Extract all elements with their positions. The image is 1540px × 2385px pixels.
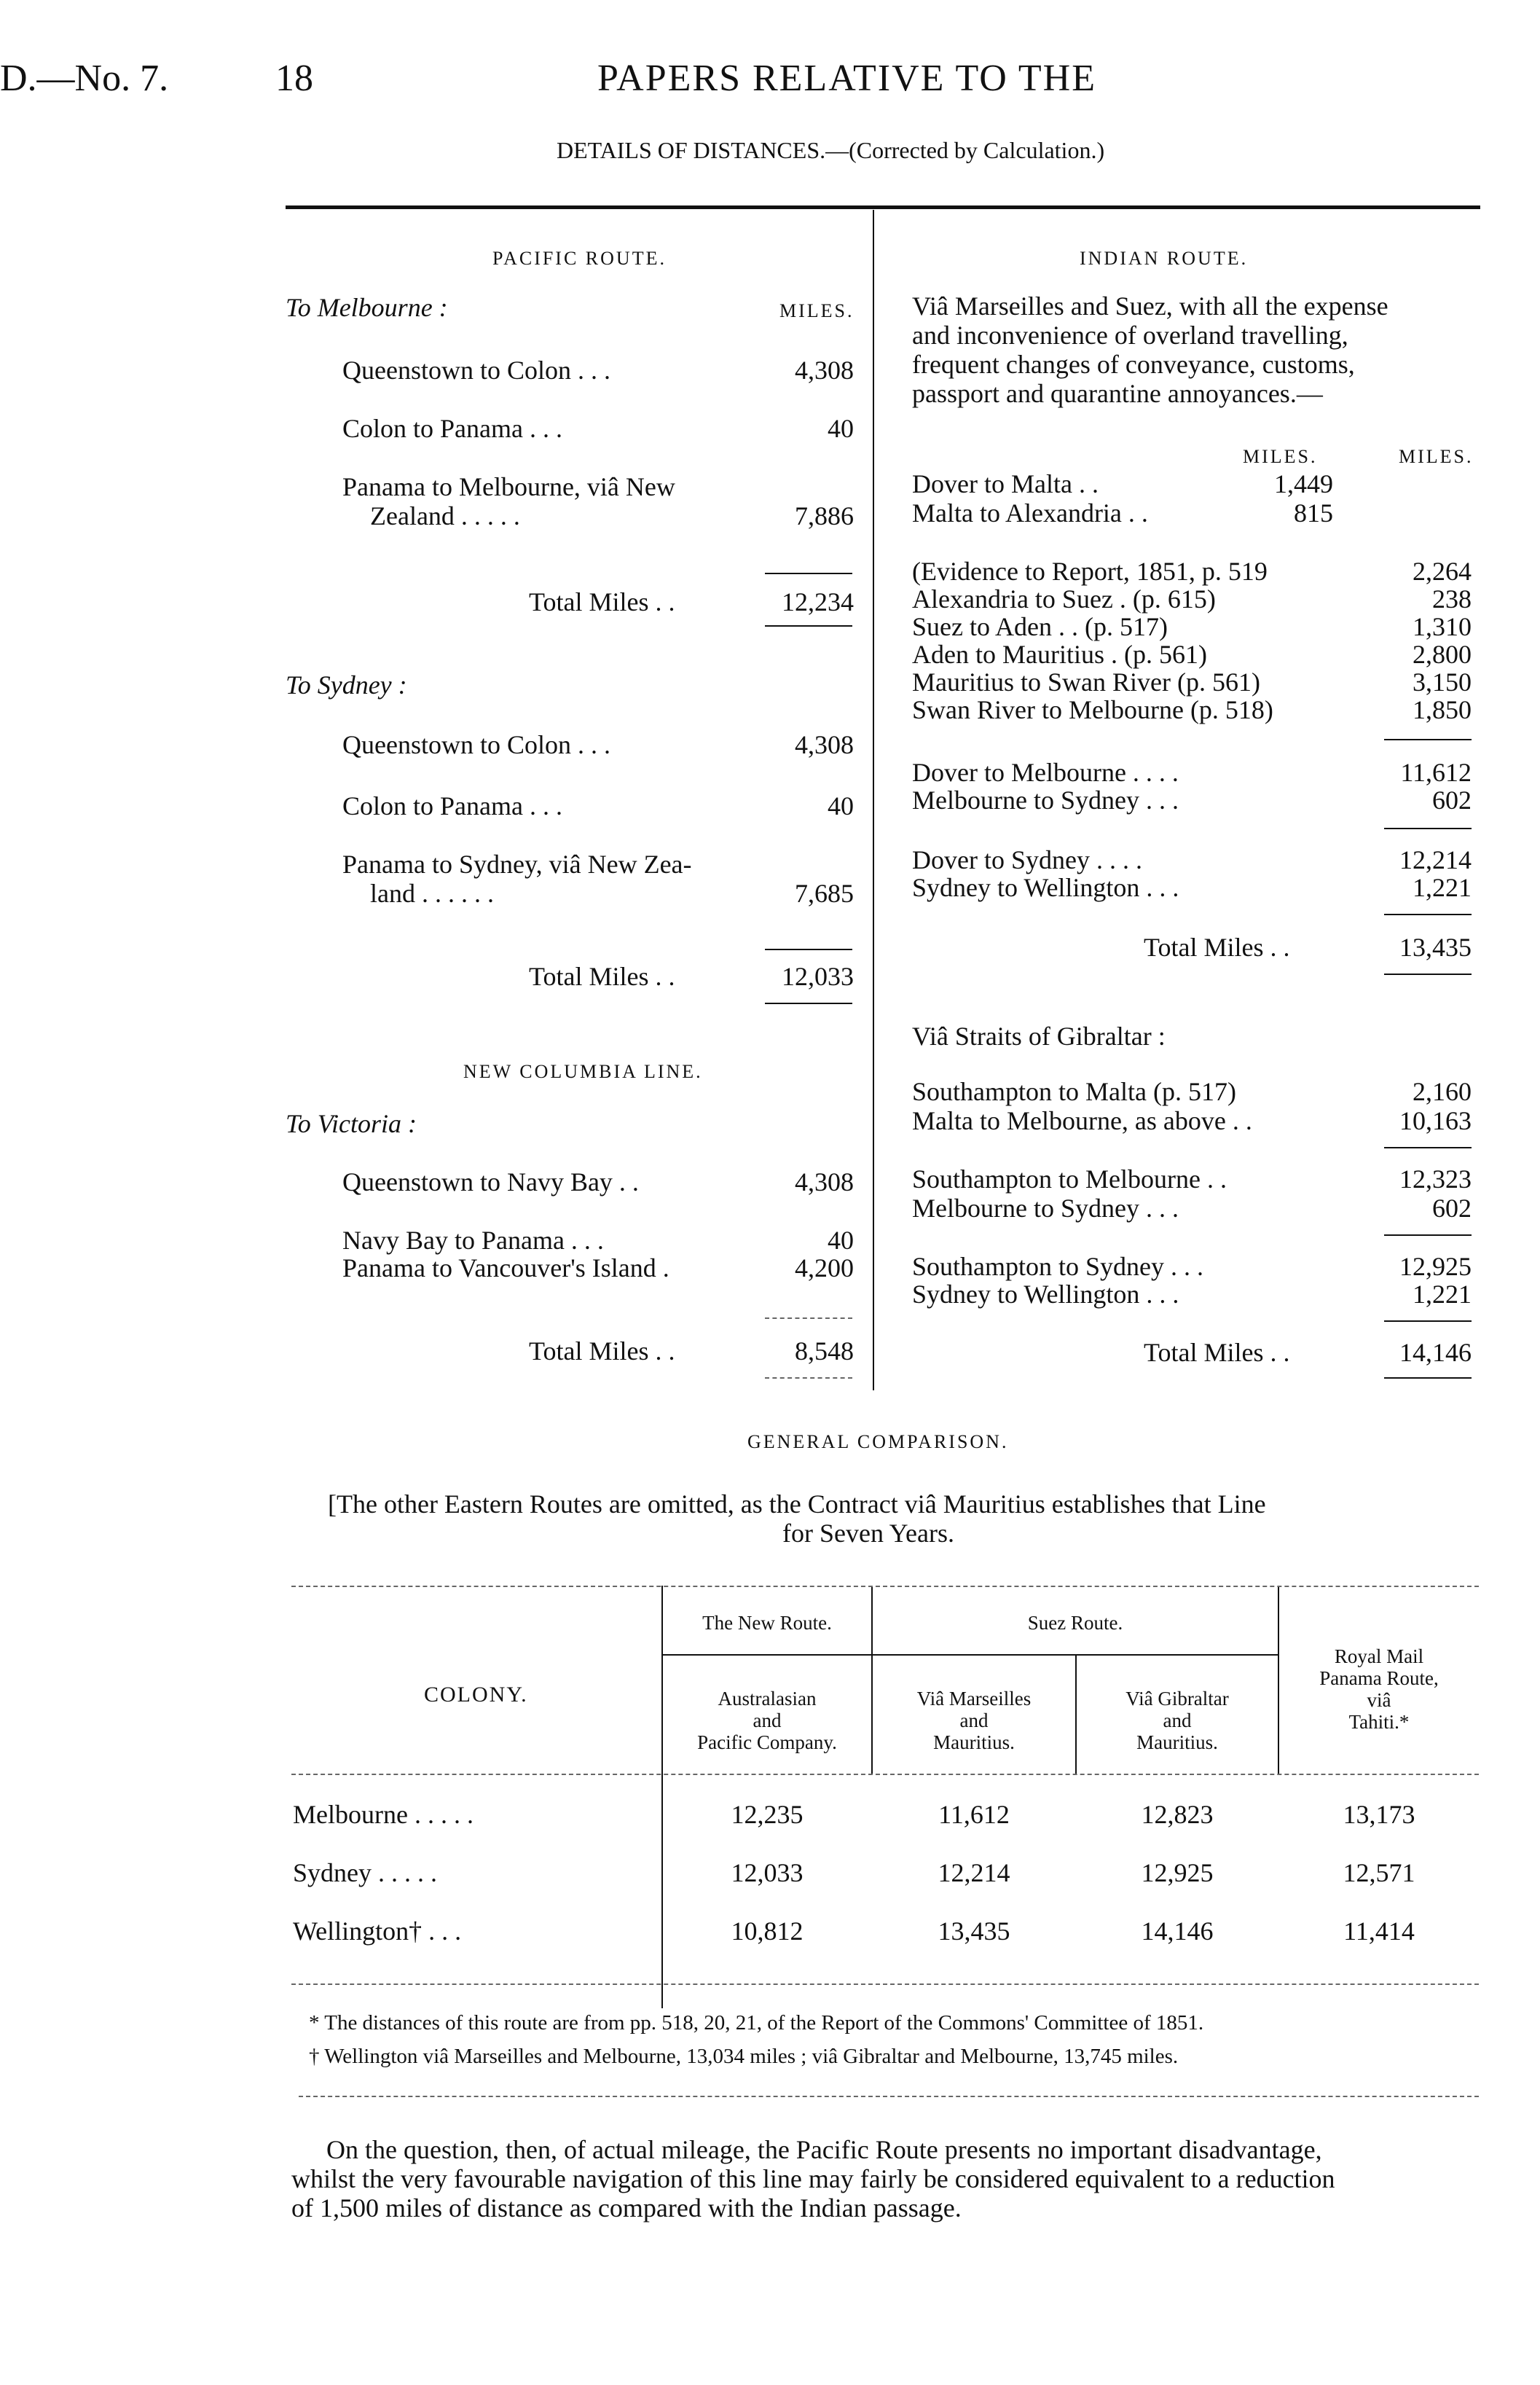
route-leg: land . . . . . . bbox=[370, 879, 494, 908]
route-leg-miles: 40 bbox=[828, 1226, 854, 1255]
to-melbourne-label: To Melbourne : bbox=[286, 293, 448, 322]
footnote-rule bbox=[299, 2096, 1479, 2097]
table-row-colony: Wellington† . . . bbox=[293, 1916, 462, 1946]
route-leg: Dover to Melbourne . . . . bbox=[912, 758, 1179, 787]
route-leg: Dover to Malta . . bbox=[912, 469, 1099, 498]
sum-rule bbox=[1384, 1234, 1472, 1236]
table-cell: 13,435 bbox=[938, 1916, 1010, 1946]
indian-intro-line: passport and quarantine annoyances.— bbox=[912, 379, 1323, 408]
new-columbia-heading: NEW COLUMBIA LINE. bbox=[463, 1061, 703, 1082]
route-leg-miles: 2,264 bbox=[1413, 557, 1472, 586]
pacific-route-heading: PACIFIC ROUTE. bbox=[492, 248, 667, 269]
route-leg: Sydney to Wellington . . . bbox=[912, 1280, 1179, 1309]
column-subheader: Viâ Gibraltar bbox=[1125, 1688, 1229, 1710]
route-leg-miles: 11,612 bbox=[1400, 758, 1472, 787]
route-leg-miles: 12,214 bbox=[1399, 845, 1472, 874]
table-cell: 12,571 bbox=[1343, 1858, 1415, 1887]
closing-paragraph-line: of 1,500 miles of distance as compared with the Indian passage. bbox=[291, 2193, 962, 2223]
route-leg: Swan River to Melbourne (p. 518) bbox=[912, 695, 1273, 724]
sum-rule bbox=[1384, 914, 1472, 915]
column-subheader: Mauritius. bbox=[1136, 1731, 1218, 1753]
table-rule bbox=[291, 1983, 1479, 1985]
total-miles-label: Total Miles . . bbox=[529, 587, 675, 616]
route-leg-miles: 1,449 bbox=[1274, 469, 1333, 498]
sum-rule bbox=[1384, 739, 1472, 740]
column-header-colony: COLONY. bbox=[424, 1683, 528, 1707]
route-leg-miles: 4,200 bbox=[795, 1253, 854, 1282]
column-header-royal-mail: Panama Route, bbox=[1319, 1667, 1439, 1689]
route-leg: Queenstown to Colon . . . bbox=[342, 356, 610, 385]
route-leg: Sydney to Wellington . . . bbox=[912, 873, 1179, 902]
route-leg: Panama to Melbourne, viâ New bbox=[342, 472, 675, 501]
sum-rule bbox=[765, 625, 852, 627]
to-victoria-label: To Victoria : bbox=[286, 1109, 417, 1138]
to-sydney-label: To Sydney : bbox=[286, 670, 407, 700]
route-leg-miles: 7,685 bbox=[795, 879, 854, 908]
route-leg-miles: 602 bbox=[1432, 1194, 1472, 1223]
column-subheader: Mauritius. bbox=[933, 1731, 1015, 1753]
column-header-new-route: The New Route. bbox=[702, 1612, 832, 1634]
comparison-note: for Seven Years. bbox=[782, 1519, 954, 1548]
page-number: 18 bbox=[275, 58, 313, 99]
route-leg: Malta to Melbourne, as above . . bbox=[912, 1106, 1252, 1135]
column-divider bbox=[873, 210, 874, 1390]
route-leg-miles: 602 bbox=[1432, 786, 1472, 815]
gibraltar-label: Viâ Straits of Gibraltar : bbox=[912, 1022, 1166, 1051]
route-leg: Melbourne to Sydney . . . bbox=[912, 1194, 1179, 1223]
table-cell: 12,033 bbox=[731, 1858, 804, 1887]
table-rule bbox=[291, 1586, 1479, 1587]
indian-route-heading: INDIAN ROUTE. bbox=[1080, 248, 1249, 269]
indian-intro-line: Viâ Marseilles and Suez, with all the expense bbox=[912, 291, 1388, 321]
route-leg-miles: 3,150 bbox=[1413, 667, 1472, 697]
column-subheader: Viâ Marseilles bbox=[916, 1688, 1032, 1710]
column-subheader: Pacific Company. bbox=[697, 1731, 837, 1753]
table-col-rule bbox=[661, 1586, 663, 2008]
route-leg-miles: 12,323 bbox=[1399, 1164, 1472, 1194]
table-cell: 10,812 bbox=[731, 1916, 804, 1946]
total-miles-value: 12,033 bbox=[782, 962, 854, 991]
route-leg: Dover to Sydney . . . . bbox=[912, 845, 1142, 874]
route-leg: Southampton to Melbourne . . bbox=[912, 1164, 1227, 1194]
total-miles-label: Total Miles . . bbox=[529, 962, 675, 991]
column-subheader: Australasian bbox=[718, 1688, 817, 1710]
route-leg-miles: 4,308 bbox=[795, 1167, 854, 1197]
route-leg-miles: 1,221 bbox=[1413, 873, 1472, 902]
table-rule bbox=[663, 1654, 1278, 1656]
comparison-note: [The other Eastern Routes are omitted, as the Contract viâ Mauritius establishes that Line bbox=[328, 1489, 1266, 1519]
sum-rule bbox=[765, 1003, 852, 1004]
route-leg-miles: 7,886 bbox=[795, 501, 854, 530]
table-cell: 11,612 bbox=[938, 1800, 1010, 1829]
table-cell: 14,146 bbox=[1141, 1916, 1214, 1946]
route-leg-miles: 40 bbox=[828, 791, 854, 821]
sum-rule bbox=[1384, 1147, 1472, 1148]
route-leg: Aden to Mauritius . (p. 561) bbox=[912, 640, 1207, 669]
route-leg-miles: 1,221 bbox=[1413, 1280, 1472, 1309]
sum-rule bbox=[1384, 828, 1472, 829]
route-leg: Alexandria to Suez . (p. 615) bbox=[912, 584, 1216, 614]
sum-rule bbox=[765, 949, 852, 950]
column-header-suez-route: Suez Route. bbox=[1027, 1612, 1123, 1634]
route-leg-miles: 1,850 bbox=[1413, 695, 1472, 724]
total-miles-label: Total Miles . . bbox=[1144, 933, 1290, 962]
miles-column-head: MILES. bbox=[1399, 446, 1474, 467]
total-miles-label: Total Miles . . bbox=[1144, 1338, 1290, 1367]
miles-column-head: MILES. bbox=[1243, 446, 1318, 467]
route-leg: (Evidence to Report, 1851, p. 519 bbox=[912, 557, 1268, 586]
route-leg: Queenstown to Colon . . . bbox=[342, 730, 610, 759]
route-leg: Colon to Panama . . . bbox=[342, 791, 562, 821]
top-rule bbox=[286, 205, 1480, 209]
table-cell: 12,925 bbox=[1141, 1858, 1214, 1887]
sum-rule bbox=[765, 1317, 852, 1319]
table-cell: 13,173 bbox=[1343, 1800, 1415, 1829]
total-miles-value: 8,548 bbox=[795, 1336, 854, 1366]
route-leg: Suez to Aden . . (p. 517) bbox=[912, 612, 1168, 641]
column-subheader: and bbox=[959, 1710, 989, 1731]
route-leg: Panama to Sydney, viâ New Zea- bbox=[342, 850, 692, 879]
column-header-royal-mail: Royal Mail bbox=[1334, 1645, 1424, 1667]
table-cell: 12,235 bbox=[731, 1800, 804, 1829]
route-leg-miles: 40 bbox=[828, 414, 854, 443]
route-leg: Mauritius to Swan River (p. 561) bbox=[912, 667, 1260, 697]
miles-column-head: MILES. bbox=[779, 300, 855, 321]
table-cell: 12,823 bbox=[1141, 1800, 1214, 1829]
sum-rule bbox=[1384, 1377, 1472, 1379]
total-miles-value: 12,234 bbox=[782, 587, 854, 616]
route-leg-miles: 238 bbox=[1432, 584, 1472, 614]
indian-intro-line: frequent changes of conveyance, customs, bbox=[912, 350, 1355, 379]
total-miles-value: 14,146 bbox=[1399, 1338, 1472, 1367]
closing-paragraph-line: whilst the very favourable navigation of this line may fairly be considered equivalent to a reduction bbox=[291, 2164, 1335, 2193]
route-leg-miles: 1,310 bbox=[1413, 612, 1472, 641]
route-leg-miles: 2,800 bbox=[1413, 640, 1472, 669]
column-header-royal-mail: Tahiti.* bbox=[1348, 1711, 1410, 1733]
total-miles-label: Total Miles . . bbox=[529, 1336, 675, 1366]
table-row-colony: Melbourne . . . . . bbox=[293, 1800, 474, 1829]
route-leg-miles: 2,160 bbox=[1413, 1077, 1472, 1106]
column-header-royal-mail: viâ bbox=[1367, 1689, 1391, 1711]
column-subheader: and bbox=[1163, 1710, 1192, 1731]
page-title: PAPERS RELATIVE TO THE bbox=[597, 58, 1096, 99]
document-reference: D.—No. 7. bbox=[0, 58, 169, 99]
route-leg: Navy Bay to Panama . . . bbox=[342, 1226, 604, 1255]
table-rule bbox=[291, 1774, 1479, 1775]
sum-rule bbox=[765, 573, 852, 574]
sum-rule bbox=[765, 1377, 852, 1379]
route-leg: Malta to Alexandria . . bbox=[912, 498, 1148, 528]
sum-rule bbox=[1384, 1320, 1472, 1322]
sum-rule bbox=[1384, 974, 1472, 975]
route-leg-miles: 815 bbox=[1294, 498, 1333, 528]
table-cell: 11,414 bbox=[1343, 1916, 1415, 1946]
column-subheader: and bbox=[753, 1710, 782, 1731]
total-miles-value: 13,435 bbox=[1399, 933, 1472, 962]
table-cell: 12,214 bbox=[938, 1858, 1010, 1887]
route-leg: Southampton to Malta (p. 517) bbox=[912, 1077, 1236, 1106]
table-row-colony: Sydney . . . . . bbox=[293, 1858, 437, 1887]
page-subtitle: DETAILS OF DISTANCES.—(Corrected by Calculation.) bbox=[557, 137, 1105, 163]
route-leg-miles: 10,163 bbox=[1399, 1106, 1472, 1135]
route-leg-miles: 4,308 bbox=[795, 730, 854, 759]
general-comparison-heading: GENERAL COMPARISON. bbox=[747, 1431, 1009, 1452]
route-leg-miles: 12,925 bbox=[1399, 1252, 1472, 1281]
footnote: † Wellington viâ Marseilles and Melbourne, 13,034 miles ; viâ Gibraltar and Melbourne, 13,745 miles. bbox=[309, 2045, 1179, 2068]
route-leg: Queenstown to Navy Bay . . bbox=[342, 1167, 639, 1197]
route-leg-miles: 4,308 bbox=[795, 356, 854, 385]
route-leg: Panama to Vancouver's Island . bbox=[342, 1253, 669, 1282]
closing-paragraph-line: On the question, then, of actual mileage, the Pacific Route presents no important disadvantage, bbox=[326, 2135, 1322, 2164]
indian-intro-line: and inconvenience of overland travelling, bbox=[912, 321, 1348, 350]
route-leg: Zealand . . . . . bbox=[370, 501, 520, 530]
route-leg: Southampton to Sydney . . . bbox=[912, 1252, 1204, 1281]
route-leg: Melbourne to Sydney . . . bbox=[912, 786, 1179, 815]
footnote: * The distances of this route are from pp. 518, 20, 21, of the Report of the Commons' Committee of 1851. bbox=[309, 2011, 1204, 2035]
route-leg: Colon to Panama . . . bbox=[342, 414, 562, 443]
